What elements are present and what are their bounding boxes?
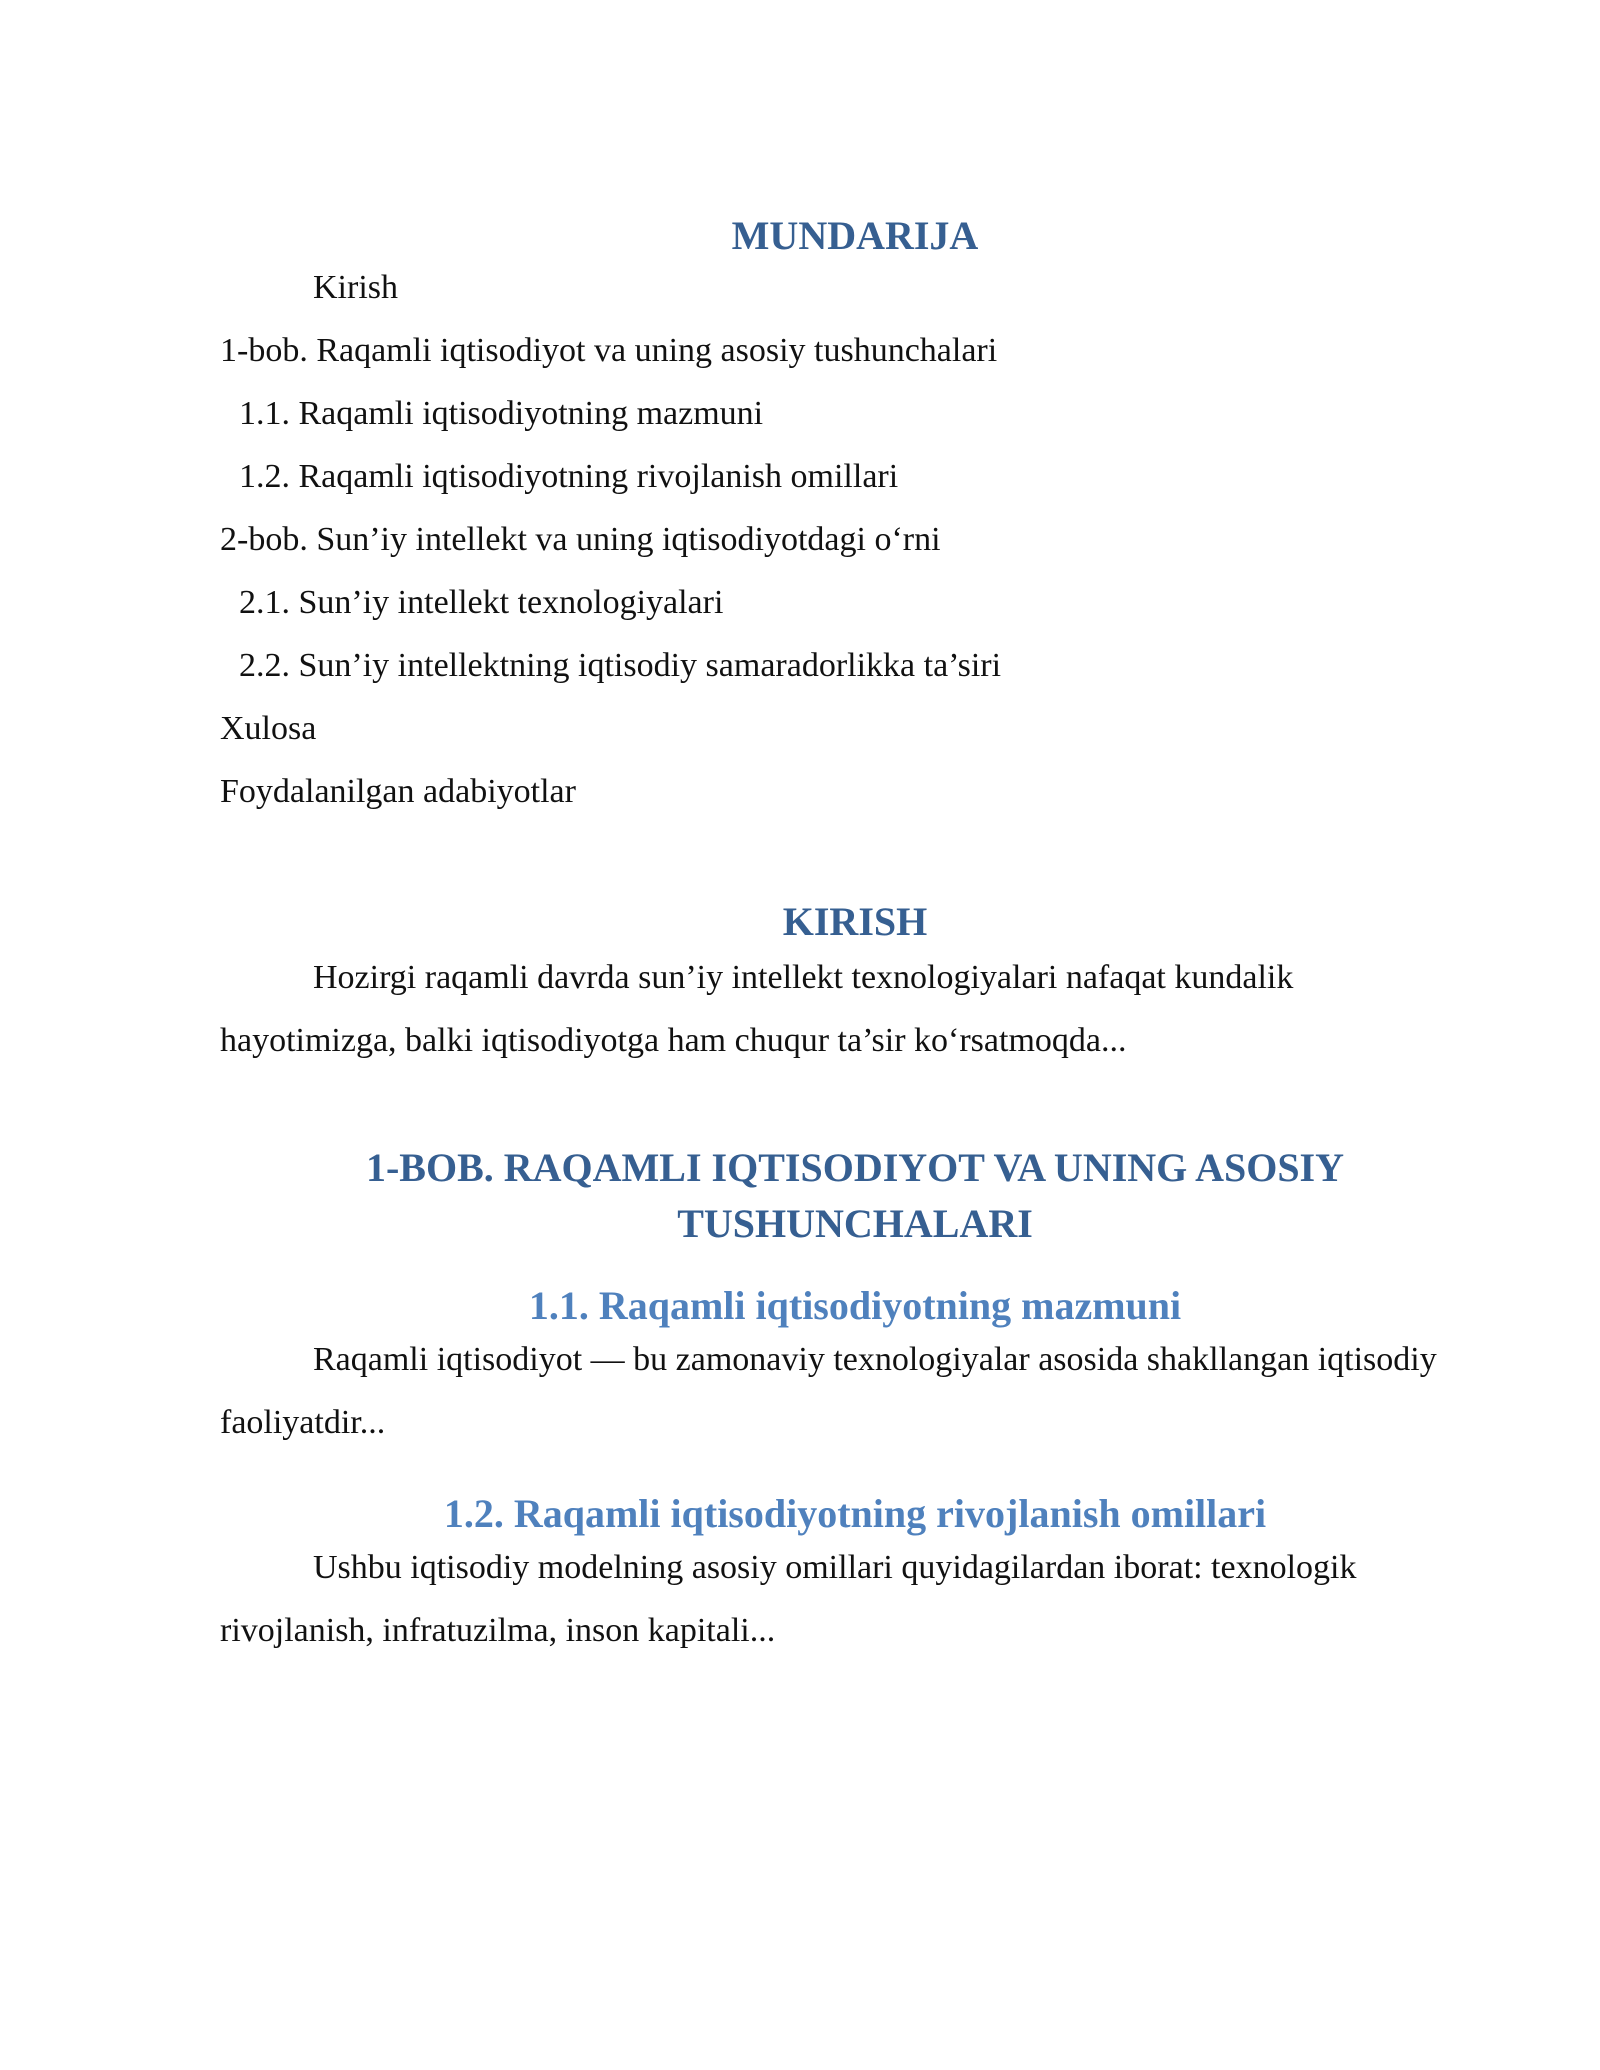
toc-item-chapter-1: 1-bob. Raqamli iqtisodiyot va uning asosiy tushunchalari [220,332,998,369]
chapter-1-title [220,1140,1490,1252]
section-1-1-paragraph: Raqamli iqtisodiyot — bu zamonaviy texnologiyalar asosida shakllangan iqtisodiy faoliyatdir... [220,1341,1437,1441]
intro-title: KIRISH [782,899,928,944]
toc-item-section-2-1: 2.1. Sun’iy intellekt texnologiyalari [239,584,724,621]
toc-item-kirish: Kirish [313,269,398,306]
toc-item-section-1-2: 1.2. Raqamli iqtisodiyotning rivojlanish omillari [239,458,899,495]
toc-title: MUNDARIJA [731,213,979,258]
chapter-1-title-line-1: 1-BOB. RAQAMLI IQTISODIYOT VA UNING ASOSIY [365,1145,1345,1190]
section-1-2-title: 1.2. Raqamli iqtisodiyotning rivojlanish omillari [443,1491,1267,1536]
toc-item-xulosa: Xulosa [220,710,317,747]
toc-item-references: Foydalanilgan adabiyotlar [220,773,576,810]
section-1-2-paragraph: Ushbu iqtisodiy modelning asosiy omillari quyidagilardan iborat: texnologik rivojlanish, infratuzilma, inson kapitali... [220,1549,1357,1649]
toc-item-chapter-2: 2-bob. Sun’iy intellekt va uning iqtisodiyotdagi o‘rni [220,521,941,558]
section-1-1-title: 1.1. Raqamli iqtisodiyotning mazmuni [528,1283,1182,1328]
toc-item-section-1-1: 1.1. Raqamli iqtisodiyotning mazmuni [239,395,764,432]
toc-item-section-2-2: 2.2. Sun’iy intellektning iqtisodiy samaradorlikka ta’siri [239,647,1002,684]
intro-paragraph: Hozirgi raqamli davrda sun’iy intellekt texnologiyalari nafaqat kundalik hayotimizga, balki iqtisodiyotga ham chuqur ta’sir ko‘rsatmoqda... [220,959,1294,1059]
chapter-1-title-line-2: TUSHUNCHALARI [677,1201,1033,1246]
